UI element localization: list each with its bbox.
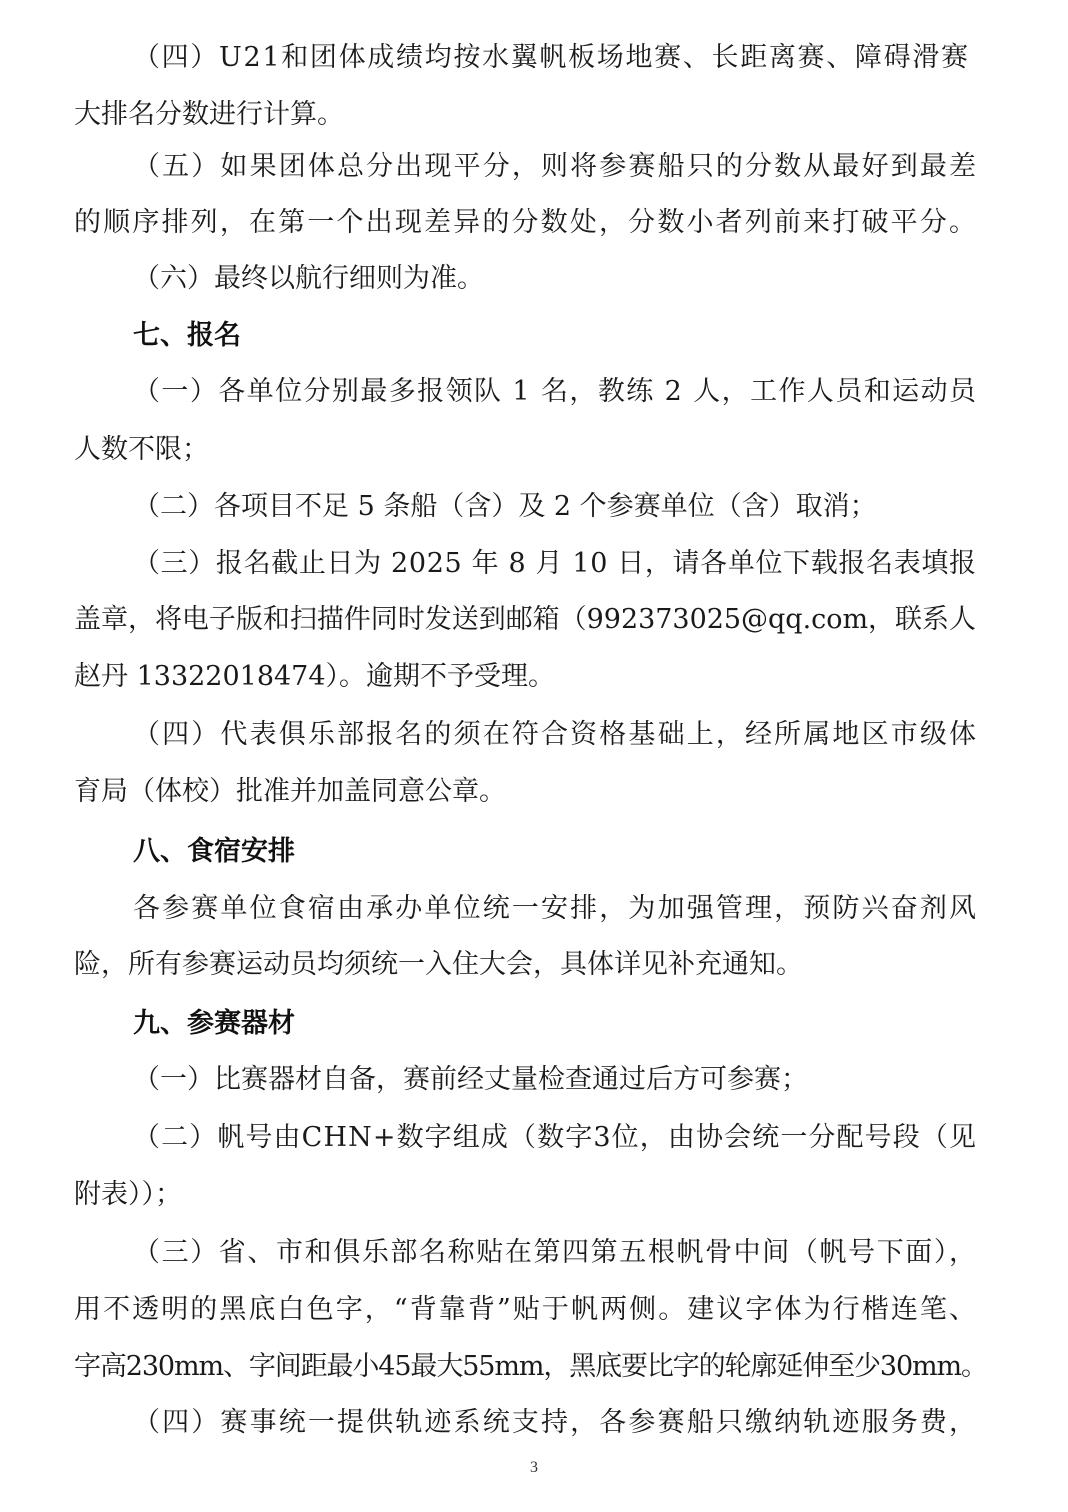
text-line-16: 各参赛单位食宿由承办单位统一安排，为加强管理，预防兴奋剂风 (133, 893, 979, 924)
text-line-14: 育局（体校）批准并加盖同意公章。 (74, 776, 506, 807)
text-line-22: （三）省、市和俱乐部名称贴在第四第五根帆骨中间（帆号下面）， (133, 1237, 978, 1268)
text-line-19: （一）比赛器材自备，赛前经丈量检查通过后方可参赛； (133, 1064, 808, 1095)
text-line-20: （二）帆号由CHN+数字组成（数字3位，由协会统一分配号段（见 (133, 1122, 978, 1153)
text-line-23: 用不透明的黑底白色字，“背靠背”贴于帆两侧。建议字体为行楷连笔、 (74, 1294, 979, 1325)
text-line-1: （四）U21和团体成绩均按水翼帆板场地赛、长距离赛、障碍滑赛 (133, 42, 970, 73)
section-heading-registration: 七、报名 (133, 320, 241, 351)
text-line-8: 人数不限； (74, 434, 209, 465)
section-heading-accommodation: 八、食宿安排 (133, 836, 295, 867)
page-number: 3 (530, 1459, 538, 1476)
section-heading-equipment: 九、参赛器材 (133, 1008, 295, 1039)
text-line-3: （五）如果团体总分出现平分，则将参赛船只的分数从最好到最差 (133, 151, 979, 182)
text-line-25: （四）赛事统一提供轨迹系统支持，各参赛船只缴纳轨迹服务费， (133, 1407, 979, 1438)
text-line-24: 字高230mm、字间距最小45最大55mm，黑底要比字的轮廓延伸至少30mm。 (74, 1351, 987, 1382)
text-line-11: 盖章，将电子版和扫描件同时发送到邮箱（992373025@qq.com，联系人 (74, 604, 976, 635)
text-line-21: 附表））； (74, 1179, 182, 1210)
text-line-5: （六）最终以航行细则为准。 (133, 263, 484, 294)
text-line-10: （三）报名截止日为 2025 年 8 月 10 日，请各单位下载报名表填报 (133, 548, 977, 579)
text-line-4: 的顺序排列，在第一个出现差异的分数处，分数小者列前来打破平分。 (74, 207, 979, 238)
text-line-13: （四）代表俱乐部报名的须在符合资格基础上，经所属地区市级体 (133, 719, 979, 750)
text-line-2: 大排名分数进行计算。 (74, 99, 344, 130)
text-line-9: （二）各项目不足 5 条船（含）及 2 个参赛单位（含）取消； (133, 491, 877, 522)
text-line-17: 险，所有参赛运动员均须统一入住大会，具体详见补充通知。 (74, 949, 803, 980)
text-line-12: 赵丹 13322018474）。逾期不予受理。 (74, 661, 556, 692)
text-line-7: （一）各单位分别最多报领队 1 名，教练 2 人，工作人员和运动员 (133, 376, 978, 407)
